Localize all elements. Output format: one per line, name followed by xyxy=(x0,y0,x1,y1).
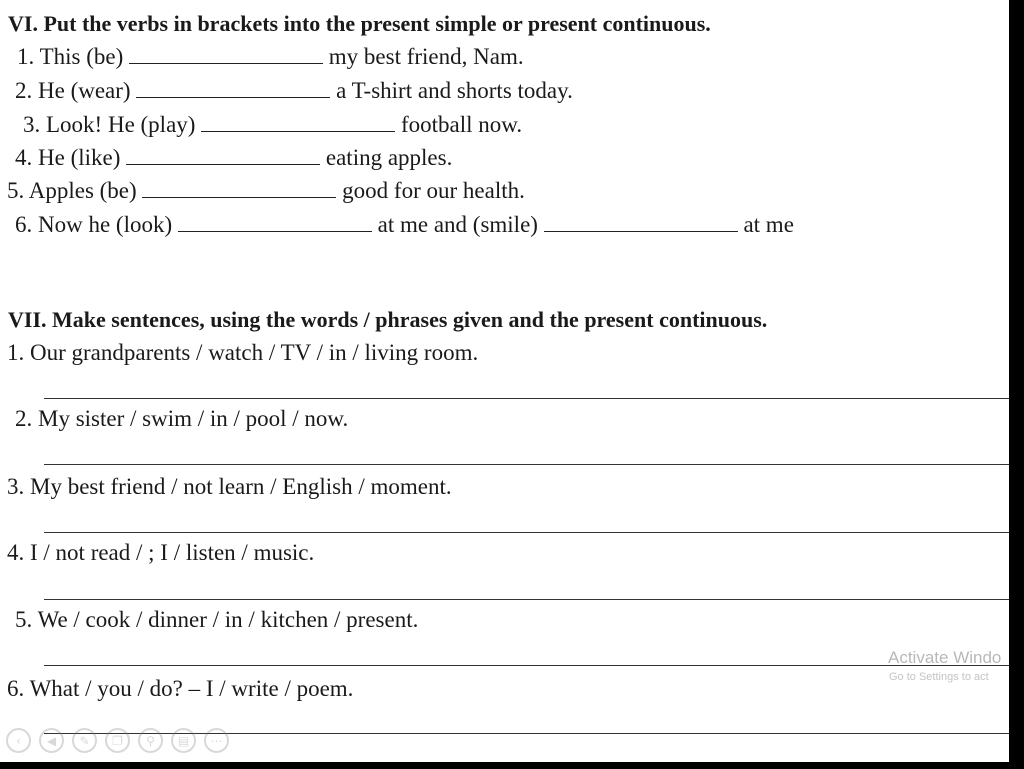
answer-line[interactable] xyxy=(44,665,1009,666)
back-icon[interactable]: ‹ xyxy=(6,728,31,753)
rewind-icon[interactable]: ◀ xyxy=(39,728,64,753)
exercise-6-item-4 xyxy=(15,144,452,172)
exercise-7-item-6: 6. What / you / do? – I / write / poem. xyxy=(7,676,354,701)
answer-blank[interactable] xyxy=(142,179,336,198)
exercise-6-item-3 xyxy=(23,111,522,139)
exercise-6-item-6 xyxy=(15,211,794,239)
answer-line[interactable] xyxy=(44,599,1009,600)
activation-watermark-title: Activate Windo xyxy=(888,648,1002,667)
item-prompt: 6. Now he (look) xyxy=(15,212,173,237)
answer-line[interactable] xyxy=(44,464,1009,465)
caption-icon[interactable]: ▤ xyxy=(171,728,196,753)
exercise-6-item-1 xyxy=(17,43,524,71)
item-prompt: 3. Look! He (play) xyxy=(23,112,196,137)
section-6-heading: VI. Put the verbs in brackets into the present simple or present continuous. xyxy=(8,11,711,36)
copy-icon[interactable]: ❐ xyxy=(105,728,130,753)
answer-blank[interactable] xyxy=(129,45,323,64)
activation-watermark-subtitle: Go to Settings to act xyxy=(889,671,989,683)
item-continuation: my best friend, Nam. xyxy=(328,44,524,69)
item-middle: at me and (smile) xyxy=(377,212,538,237)
answer-blank[interactable] xyxy=(201,113,395,132)
exercise-6-item-5 xyxy=(7,177,525,205)
exercise-6-item-2 xyxy=(15,77,573,105)
section-7-heading: VII. Make sentences, using the words / phrases given and the present continuous. xyxy=(8,307,768,332)
item-prompt: 2. He (wear) xyxy=(15,78,131,103)
exercise-7-item-3: 3. My best friend / not learn / English / moment. xyxy=(7,474,452,499)
item-continuation: a T-shirt and shorts today. xyxy=(336,78,573,103)
more-icon[interactable]: ⋯ xyxy=(204,728,229,753)
exercise-7-item-4: 4. I / not read / ; I / listen / music. xyxy=(7,540,315,565)
answer-blank[interactable] xyxy=(178,213,372,232)
item-continuation: football now. xyxy=(400,112,523,137)
answer-line[interactable] xyxy=(44,532,1009,533)
item-prompt: 5. Apples (be) xyxy=(7,178,137,203)
item-prompt: 1. This (be) xyxy=(17,44,124,69)
video-player-controls xyxy=(6,728,229,758)
exercise-7-item-2: 2. My sister / swim / in / pool / now. xyxy=(15,406,349,431)
answer-blank[interactable] xyxy=(136,79,330,98)
screen-border-bottom xyxy=(0,762,1024,769)
exercise-7-item-1: 1. Our grandparents / watch / TV / in / living room. xyxy=(7,340,479,365)
answer-line[interactable] xyxy=(44,398,1009,399)
item-continuation: eating apples. xyxy=(325,145,453,170)
answer-blank[interactable] xyxy=(126,146,320,165)
pen-icon[interactable]: ✎ xyxy=(72,728,97,753)
search-icon[interactable]: ⚲ xyxy=(138,728,163,753)
screen-border-right xyxy=(1009,0,1024,769)
answer-blank[interactable] xyxy=(544,213,738,232)
item-prompt: 4. He (like) xyxy=(15,145,121,170)
item-continuation: good for our health. xyxy=(342,178,525,203)
exercise-7-item-5: 5. We / cook / dinner / in / kitchen / present. xyxy=(15,607,419,632)
item-continuation: at me xyxy=(743,212,794,237)
